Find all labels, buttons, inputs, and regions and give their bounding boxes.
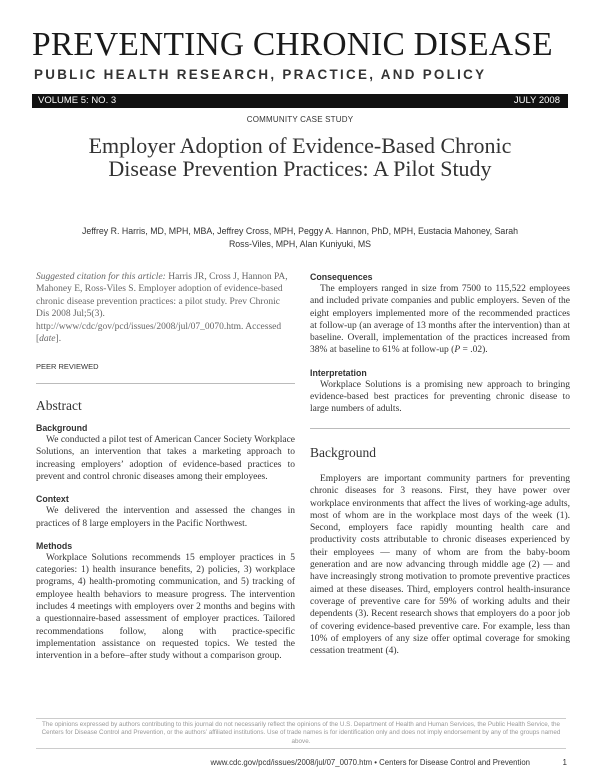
author-list: Jeffrey R. Harris, MD, MPH, MBA, Jeffrey Cross, MPH, Peggy A. Hannon, PhD, MPH, Eustacia Mahoney, Sarah Ross-Viles, MPH, Alan Kuniyuki, MS <box>81 226 519 249</box>
abstract-background-text: We conducted a pilot test of American Cancer Society Workplace Solutions, an intervention that takes a marketing approach to increasing employers’ adoption of evidence-based practices to prevent and control chronic diseases among their employees. <box>36 435 295 482</box>
issue-date: JULY 2008 <box>513 95 560 106</box>
citation-label: Suggested citation for this article: <box>36 272 166 282</box>
footer-disclaimer: The opinions expressed by authors contributing to this journal do not necessarily reflect the opinions of the U.S. Department of Health and Human Services, the Public Health Service, the Centers for Disease Control and Prevention, or the authors’ affiliated institutions. Use of trade names is for identification only and does not imply endorsement by any of the groups named above. <box>41 721 561 745</box>
abstract-interpretation-label: Interpretation <box>310 367 367 378</box>
citation-end: ]. <box>55 334 62 345</box>
abstract-consequences-label: Consequences <box>310 272 373 282</box>
abstract-methods-label: Methods <box>36 540 73 551</box>
article-type: COMMUNITY CASE STUDY <box>246 115 354 124</box>
volume-label: VOLUME 5: NO. 3 <box>38 95 117 106</box>
article-title: Employer Adoption of Evidence-Based Chronic Disease Prevention Practices: A Pilot Study <box>88 133 512 181</box>
consequences-text-a: The employers ranged in size from 7500 to 115,522 employees and included private companies and public employers. Seven of the eight employers implemented more of the recommended practices at follow-up (an average of 13 months after the intervention) than at baseline. Overall, implementation of the practices increased from 38% at baseline to 61% at follow-up ( <box>310 284 570 356</box>
footer-rule-bottom <box>36 748 566 749</box>
abstract-heading: Abstract <box>36 397 82 413</box>
peer-reviewed-label: PEER REVIEWED <box>36 362 99 372</box>
footer-rule-top <box>36 718 566 719</box>
journal-subtitle: PUBLIC HEALTH RESEARCH, PRACTICE, AND POLICY <box>34 67 487 82</box>
journal-title: PREVENTING CHRONIC DISEASE <box>32 26 553 63</box>
suggested-citation <box>36 271 295 345</box>
consequences-p-symbol: P <box>454 345 461 356</box>
abstract-context-text: We delivered the intervention and assessed the changes in practices of 8 large employers in the Pacific Northwest. <box>36 506 295 529</box>
left-column <box>36 271 295 662</box>
citation-text: Harris JR, Cross J, Hannon PA, Mahoney E, Ross-Viles S. Employer adoption of evidence-based chronic disease prevention practices: a pilot study. Prev Chronic Dis 2008 Jul;5(3). http://www/cdc/gov/pcd/issues/2008/jul/07_0070.htm. Accessed [ <box>36 272 288 345</box>
abstract-background-label: Background <box>36 423 88 434</box>
background-heading: Background <box>310 444 376 460</box>
volume-bar <box>32 94 568 108</box>
abstract-consequences-text <box>310 283 570 357</box>
footer-url: www.cdc.gov/pcd/issues/2008/jul/07_0070.htm • Centers for Disease Control and Prevention <box>210 758 530 767</box>
background-text: Employers are important community partners for preventing chronic diseases for 3 reasons. First, they have power over workplace environments that affect the lives of working-age adults, most of whom are in the workplace most days of the week (1). Second, employers face rapidly mounting health care and productivity costs attributable to chronic diseases experienced by their employees — many of whom are from the baby-boom generation and are now advancing through middle age (2) — and have increasingly strong motivation to promote preventive practices aimed at these diseases. Third, employers control health-insurance coverage of preventive care for 59% of working adults and their dependents (3). Recent research shows that employers do a poor job of covering evidence-based preventive care. For example, less than 10% of employers of any size offer optimal coverage for smoking cessation treatment (4). <box>310 473 570 657</box>
section-divider-right <box>310 428 570 429</box>
page-number: 1 <box>562 758 567 767</box>
citation-date-placeholder: date <box>39 334 56 345</box>
abstract-interpretation-text: Workplace Solutions is a promising new approach to bringing evidence-based best practices for preventing chronic disease to large numbers of adults. <box>310 379 570 415</box>
consequences-text-b: = .02). <box>460 345 488 356</box>
abstract-context-label: Context <box>36 494 69 505</box>
abstract-methods-text: Workplace Solutions recommends 15 employer practices in 5 categories: 1) health insurance benefits, 2) policies, 3) workplace programs, 4) health-promoting communication, and 5) tracking of employee health behaviors to measure progress. The intervention includes 4 meetings with employers over 2 months and begins with a questionnaire-based assessment of employer practices. Tailored recommendations follow, along with practice-specific implementation assistance on requested topics. We tested the intervention in a before–after study without a comparison group. <box>36 552 295 662</box>
right-column <box>310 271 570 657</box>
section-divider <box>36 383 295 384</box>
